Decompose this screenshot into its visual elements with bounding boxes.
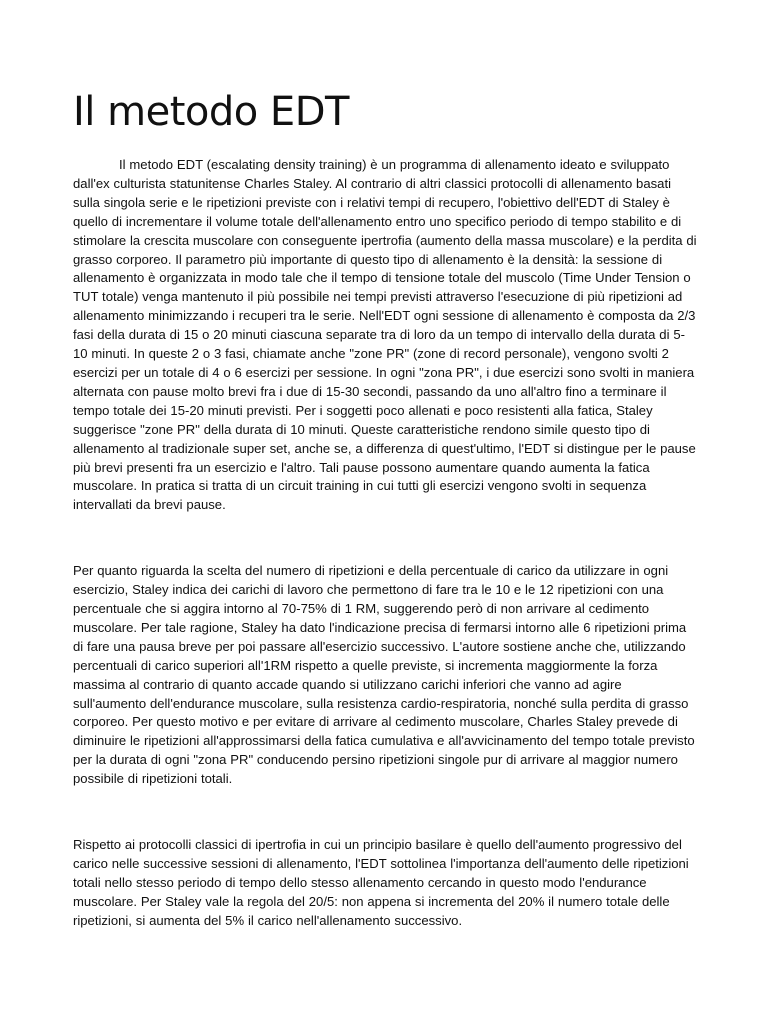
paragraph-rule-20-5: Rispetto ai protocolli classici di ipertrofia in cui un principio basilare è quello dell'aumento progressivo del carico nelle successive sessioni di allenamento, l'EDT sottolinea l'importanza dell'aumento delle ripetizioni totali nello stesso periodo di tempo dello stesso allenamento cercando in questo modo l'endurance muscolare. Per Staley vale la regola del 20/5: non appena si incrementa del 20% il numero totale delle ripetizioni, si aumenta del 5% il carico nell'allenamento successivo. xyxy=(73,837,689,928)
page-title: Il metodo EDT xyxy=(73,89,349,135)
paragraph-intro: Il metodo EDT (escalating density training) è un programma di allenamento ideato e sviluppato dall'ex culturista statunitense Charles Staley. Al contrario di altri classici protocolli di allenamento basati sulla singola serie e le ripetizioni previste con i relativi tempi di recupero, l'obiettivo dell'EDT di Staley è quello di incrementare il volume totale dell'allenamento entro uno specifico periodo di tempo stabilito e di stimolare la crescita muscolare con conseguente ipertrofia (aumento della massa muscolare) e la perdita di grasso corporeo. Il parametro più importante di questo tipo di allenamento è la densità: la sessione di allenamento è organizzata in modo tale che il tempo di tensione totale del muscolo (Time Under Tension o TUT totale) venga mantenuto il più possibile nei tempi previsti attraverso l'esecuzione di più ripetizioni ad allenamento minimizzando i recuperi tra le serie. Nell'EDT ogni sessione di allenamento è composta da 2/3 fasi della durata di 15 o 20 minuti ciascuna separate tra di loro da un tempo di intervallo della durata di 5-10 minuti. In queste 2 o 3 fasi, chiamate anche "zone PR" (zone di record personale), vengono svolti 2 esercizi per un totale di 4 o 6 esercizi per sessione. In ogni "zona PR", i due esercizi sono svolti in maniera alternata con pause molto brevi fra i due di 15-30 secondi, passando da uno all'altro fino a terminare il tempo totale dei 15-20 minuti previsti. Per i soggetti poco allenati e poco resistenti alla fatica, Staley suggerisce "zone PR" della durata di 10 minuti. Queste caratteristiche rendono simile questo tipo di allenamento al tradizionale super set, anche se, a differenza di quest'ultimo, l'EDT si distingue per le pause più brevi presenti fra un esercizio e l'altro. Tali pause possono aumentare quando aumenta la fatica muscolare. In pratica si tratta di un circuit training in cui tutti gli esercizi vengono svolti in sequenza intervallati da brevi pause. xyxy=(73,157,697,513)
paragraph-repetitions: Per quanto riguarda la scelta del numero di ripetizioni e della percentuale di carico da utilizzare in ogni esercizio, Staley indica dei carichi di lavoro che permettono di fare tra le 10 e le 12 ripetizioni con una percentuale che si aggira intorno al 70-75% di 1 RM, suggerendo però di non arrivare al cedimento muscolare. Per tale ragione, Staley ha dato l'indicazione precisa di fermarsi intorno alle 6 ripetizioni prima di fare una pausa breve per poi passare all'esercizio successivo. L'autore sostiene anche che, utilizzando percentuali di carico superiori all'1RM rispetto a quelle previste, si incrementa maggiormente la forza massima al contrario di quanto accade quando si utilizzano carichi inferiori che vanno ad agire sull'aumento dell'endurance muscolare, sulla resistenza cardio-respiratoria, nonché sulla perdita di grasso corporeo. Per questo motivo e per evitare di arrivare al cedimento muscolare, Charles Staley prevede di diminuire le ripetizioni all'approssimarsi della fatica cumulativa e all'avvicinamento del tempo totale previsto per la durata di ogni "zona PR" conducendo persino ripetizioni singole pur di arrivare al maggior numero possibile di ripetizioni totali. xyxy=(73,563,695,787)
